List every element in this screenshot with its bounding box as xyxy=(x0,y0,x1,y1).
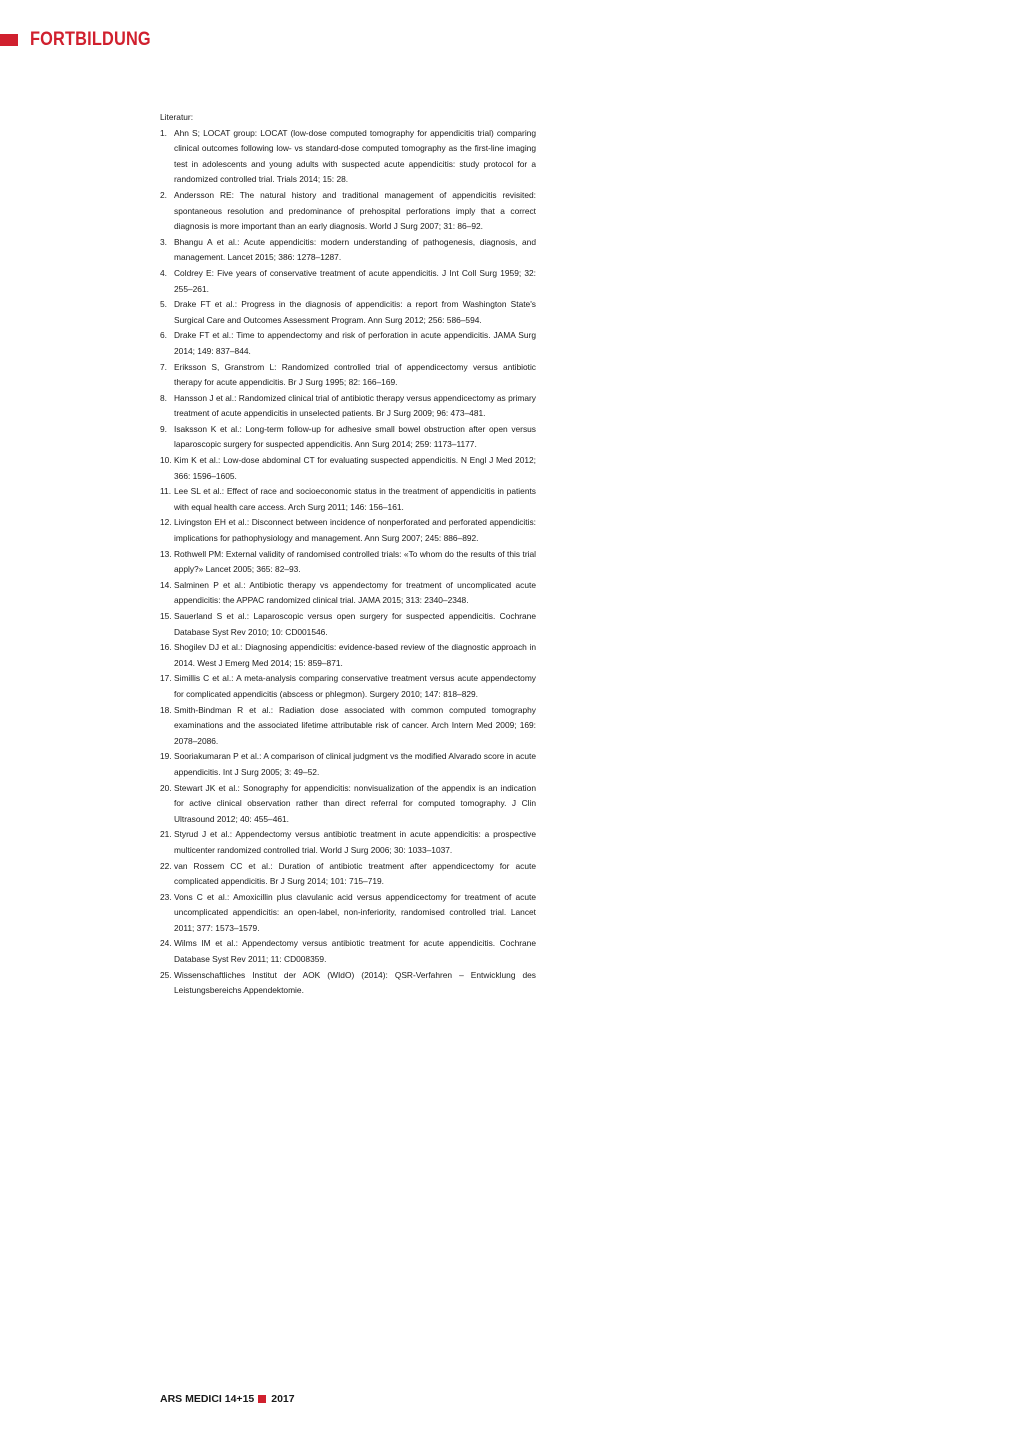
reference-number: 25. xyxy=(160,969,172,980)
reference-text: Drake FT et al.: Progress in the diagnosis of appendicitis: a report from Washington State's Surgical Care and Outcomes Assessment Program. Ann Surg 2012; 256: 586–594. xyxy=(174,299,536,325)
reference-item xyxy=(160,703,536,750)
reference-text: Lee SL et al.: Effect of race and socioeconomic status in the treatment of appendicitis in patients with equal health care access. Arch Surg 2011; 146: 156–161. xyxy=(174,486,536,512)
reference-item xyxy=(160,781,536,828)
page-footer xyxy=(160,1393,295,1405)
reference-item xyxy=(160,360,536,391)
reference-item xyxy=(160,266,536,297)
reference-number: 9. xyxy=(160,423,167,434)
section-title: FORTBILDUNG xyxy=(30,29,151,50)
reference-number: 15. xyxy=(160,611,172,621)
reference-text: Wissenschaftliches Institut der AOK (WIdO) (2014): QSR-Verfahren – Entwicklung des Leistungsbereichs Appendektomie. xyxy=(174,969,536,996)
reference-number: 12. xyxy=(160,517,172,528)
reference-text: Kim K et al.: Low-dose abdominal CT for evaluating suspected appendicitis. N Engl J Med 2012; 366: 1596–1605. xyxy=(174,455,536,481)
footer-marker xyxy=(258,1395,266,1403)
reference-number: 24. xyxy=(160,938,172,949)
reference-text: van Rossem CC et al.: Duration of antibiotic treatment after appendicectomy for acute complicated appendicitis. Br J Surg 2014; 101: 715–719. xyxy=(174,860,536,887)
journal-name: ARS MEDICI 14+15 xyxy=(160,1393,255,1405)
reference-item xyxy=(160,859,536,890)
reference-text: Ahn S; LOCAT group: LOCAT (low-dose computed tomography for appendicitis trial) comparing clinical outcomes following low- vs standard-dose computed tomography as the first-line imaging test in adolescents and young adults with suspected acute appendicitis: study protocol for a randomized controlled trial. Trials 2014; 15: 28. xyxy=(174,127,536,185)
references-heading: Literatur: xyxy=(160,112,194,122)
reference-text: Stewart JK et al.: Sonography for appendicitis: nonvisualization of the appendix is an indication for active clinical observation rather than direct referral for computed tomography. J Clin Ultrasound 2012; 40: 455–461. xyxy=(174,782,536,824)
reference-text: Rothwell PM: External validity of randomised controlled trials: «To whom do the results of this trial apply?» Lancet 2005; 365: 82–93. xyxy=(174,548,536,575)
reference-number: 2. xyxy=(160,189,167,200)
reference-item xyxy=(160,297,536,328)
reference-number: 1. xyxy=(160,127,167,138)
reference-item xyxy=(160,391,536,422)
reference-number: 14. xyxy=(160,579,172,590)
reference-number: 19. xyxy=(160,751,172,762)
reference-number: 4. xyxy=(160,267,167,278)
reference-item xyxy=(160,936,536,967)
reference-number: 20. xyxy=(160,782,172,793)
reference-number: 3. xyxy=(160,236,167,247)
reference-text: Sooriakumaran P et al.: A comparison of clinical judgment vs the modified Alvarado score in acute appendicitis. Int J Surg 2005; 3: 49–52. xyxy=(174,751,536,777)
references-list xyxy=(160,126,536,999)
reference-text: Drake FT et al.: Time to appendectomy and risk of perforation in acute appendicitis. JAMA Surg 2014; 149: 837–844. xyxy=(174,330,536,356)
reference-item xyxy=(160,515,536,546)
reference-item xyxy=(160,827,536,858)
reference-text: Isaksson K et al.: Long-term follow-up for adhesive small bowel obstruction after open versus laparoscopic surgery for suspected appendicitis. Ann Surg 2014; 259: 1173–1177. xyxy=(174,423,536,450)
reference-item xyxy=(160,484,536,515)
reference-number: 11. xyxy=(160,486,172,497)
section-marker xyxy=(0,34,18,46)
reference-number: 7. xyxy=(160,361,167,372)
reference-text: Wilms IM et al.: Appendectomy versus antibiotic treatment for acute appendicitis. Cochrane Database Syst Rev 2011; 11: CD008359. xyxy=(174,938,536,965)
reference-item xyxy=(160,890,536,937)
reference-number: 17. xyxy=(160,673,172,684)
reference-item xyxy=(160,671,536,702)
reference-item xyxy=(160,453,536,484)
reference-number: 8. xyxy=(160,392,167,403)
references-block xyxy=(160,110,536,999)
reference-item xyxy=(160,126,536,188)
reference-text: Hansson J et al.: Randomized clinical trial of antibiotic therapy versus appendicectomy as primary treatment of acute appendicitis in unselected patients. Br J Surg 2009; 96: 473–481. xyxy=(174,392,536,419)
reference-item xyxy=(160,328,536,359)
reference-text: Salminen P et al.: Antibiotic therapy vs appendectomy for treatment of uncomplicated acute appendicitis: the APPAC randomized clinical trial. JAMA 2015; 313: 2340–2348. xyxy=(174,579,536,606)
publication-year: 2017 xyxy=(271,1393,295,1405)
reference-number: 22. xyxy=(160,860,172,871)
reference-item xyxy=(160,422,536,453)
reference-text: Styrud J et al.: Appendectomy versus antibiotic treatment in acute appendicitis: a prospective multicenter randomized controlled trial. World J Surg 2006; 30: 1033–1037. xyxy=(174,829,536,855)
reference-item xyxy=(160,609,536,640)
reference-item xyxy=(160,188,536,235)
reference-text: Eriksson S, Granstrom L: Randomized controlled trial of appendicectomy versus antibiotic therapy for acute appendicitis. Br J Surg 1995; 82: 166–169. xyxy=(174,361,536,388)
reference-text: Shogilev DJ et al.: Diagnosing appendicitis: evidence-based review of the diagnostic approach in 2014. West J Emerg Med 2014; 15: 859–871. xyxy=(174,642,536,668)
reference-text: Livingston EH et al.: Disconnect between incidence of nonperforated and perforated appendicitis: implications for pathophysiology and management. Ann Surg 2007; 245: 886–892. xyxy=(174,517,536,544)
reference-item xyxy=(160,749,536,780)
reference-text: Smith-Bindman R et al.: Radiation dose associated with common computed tomography examinations and the associated lifetime attributable risk of cancer. Arch Intern Med 2009; 169: 2078–2086. xyxy=(174,704,536,746)
reference-number: 13. xyxy=(160,548,172,559)
reference-item xyxy=(160,578,536,609)
reference-text: Bhangu A et al.: Acute appendicitis: modern understanding of pathogenesis, diagnosis, and management. Lancet 2015; 386: 1278–1287. xyxy=(174,236,536,263)
reference-number: 23. xyxy=(160,891,172,902)
reference-number: 16. xyxy=(160,642,172,653)
reference-item xyxy=(160,547,536,578)
reference-text: Coldrey E: Five years of conservative treatment of acute appendicitis. J Int Coll Surg 1959; 32: 255–261. xyxy=(174,267,536,294)
reference-text: Sauerland S et al.: Laparoscopic versus open surgery for suspected appendicitis. Cochrane Database Syst Rev 2010; 10: CD001546. xyxy=(174,611,536,637)
reference-number: 5. xyxy=(160,299,167,310)
reference-number: 6. xyxy=(160,330,167,341)
reference-item xyxy=(160,640,536,671)
reference-text: Andersson RE: The natural history and traditional management of appendicitis revisited: spontaneous resolution and predominance of prehospital perforations imply that a correct diagnosis is more important than an early diagnosis. World J Surg 2007; 31: 86–92. xyxy=(174,189,536,232)
reference-number: 10. xyxy=(160,455,172,466)
reference-number: 18. xyxy=(160,704,172,715)
reference-number: 21. xyxy=(160,829,172,840)
reference-item xyxy=(160,968,536,999)
reference-text: Simillis C et al.: A meta-analysis comparing conservative treatment versus acute appendectomy for complicated appendicitis (abscess or phlegmon). Surgery 2010; 147: 818–829. xyxy=(174,673,536,699)
reference-text: Vons C et al.: Amoxicillin plus clavulanic acid versus appendicectomy for treatment of acute uncomplicated appendicitis: an open-label, non-inferiority, randomised controlled trial. Lancet 2011; 377: 1573–1579. xyxy=(174,891,536,933)
reference-item xyxy=(160,235,536,266)
